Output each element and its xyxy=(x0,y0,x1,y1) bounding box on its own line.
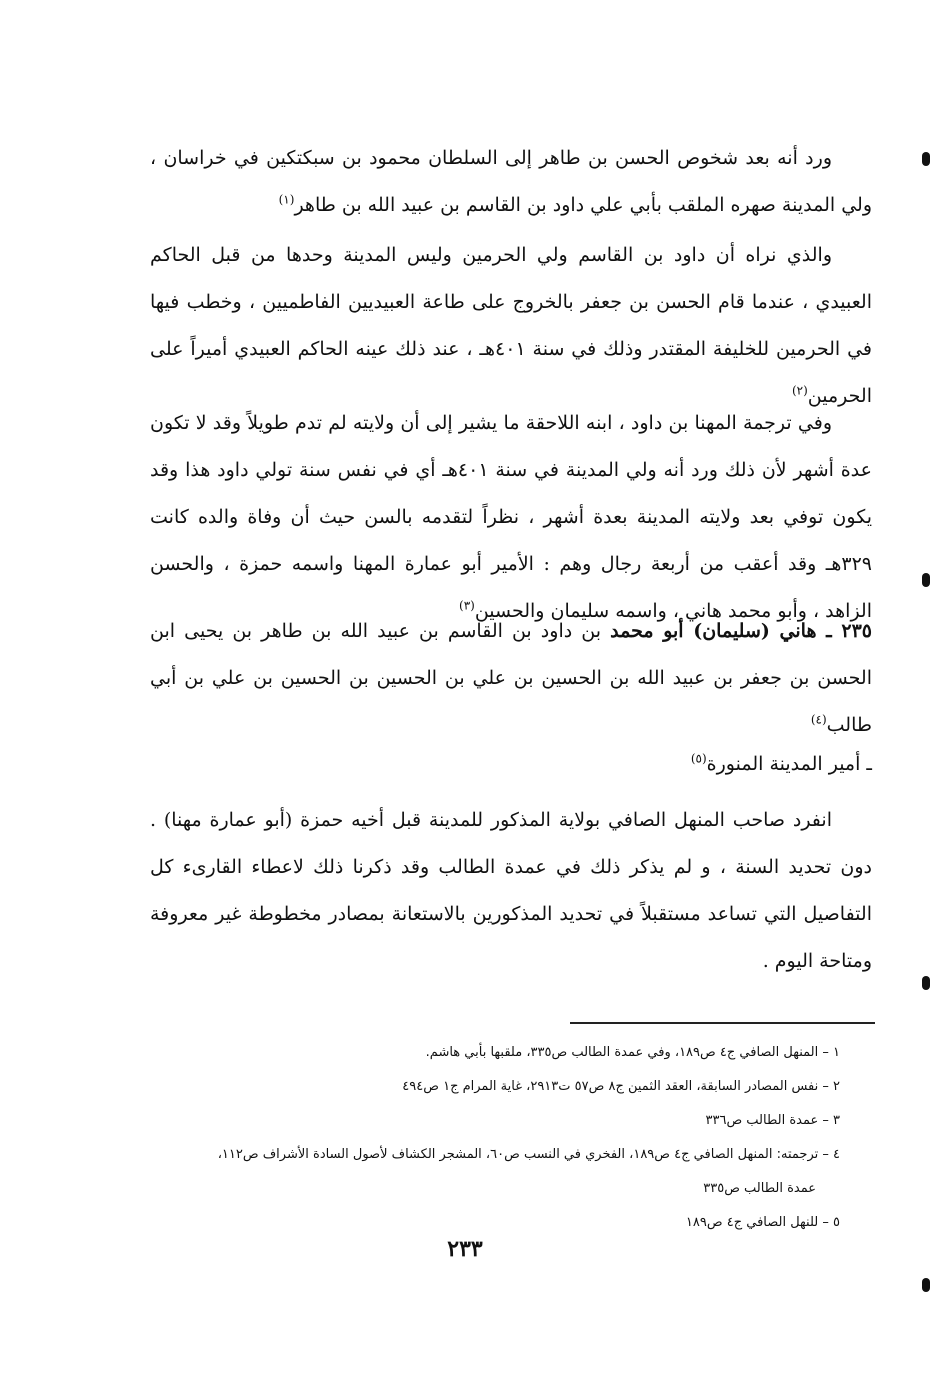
footnote-5: ٥ – للنهل الصافي ج٤ ص١٨٩ xyxy=(685,1215,840,1230)
footnote-ref-5: (٥) xyxy=(690,751,707,766)
footnote-4-continued: عمدة الطالب ص٣٣٥ xyxy=(703,1181,816,1196)
entry-title-line xyxy=(150,741,872,788)
footnote-ref-1: (١) xyxy=(278,192,295,207)
entry-title-text: ـ أمير المدينة المنورة xyxy=(706,753,872,775)
footnote-1: ١ – المنهل الصافي ج٤ ص١٨٩، وفي عمدة الطالب ص٣٣٥، ملقبها بأبي هاشم. xyxy=(425,1045,840,1060)
footnote-ref-2: (٢) xyxy=(791,383,808,398)
entry-heading: ٢٣٥ ـ هاني (سليمان) أبو محمد xyxy=(610,620,872,642)
footnote-divider xyxy=(570,1022,875,1024)
footnote-ref-3: (٣) xyxy=(459,598,475,613)
footnote-ref-4: (٤) xyxy=(810,712,827,727)
entry-lineage-text: بن داود بن القاسم بن عبيد الله بن طاهر بن يحيى ابن الحسن بن جعفر بن عبيد الله بن الحسين بن علي بن الحسين بن الحسين بن علي بن أبي طالب xyxy=(150,620,872,736)
footnote-3: ٣ – عمدة الطالب ص٣٣٦ xyxy=(705,1113,840,1128)
entry-235 xyxy=(150,608,872,749)
paragraph-6 xyxy=(150,797,872,985)
footnote-2: ٢ – نفس المصادر السابقة، العقد الثمين ج٨ ص٥٧ ت٢٩١٣، غاية المرام ج١ ص٤٩٤ xyxy=(402,1079,840,1094)
footnotes xyxy=(150,1036,840,1240)
footnote-4: ٤ – ترجمته: المنهل الصافي ج٤ ص١٨٩، الفخري في النسب ص٦٠، المشجر الكشاف لأصول السادة الأشراف ص١١٢، xyxy=(217,1147,840,1162)
paragraph-6-text: انفرد صاحب المنهل الصافي بولاية المذكور للمدينة قبل أخيه حمزة (أبو عمارة مهنا) . دون تحديد السنة ، و لم يذكر ذلك في عمدة الطالب وقد ذكرنا ذلك لاعطاء القارىء كل التفاصيل التي تساعد مستقبلاً في تحديد المذكورين بالاستعانة بمصادر مخطوطة غير معروفة ومتاحة اليوم . xyxy=(150,809,872,972)
paragraph-1 xyxy=(150,135,872,229)
paragraph-3 xyxy=(150,400,872,635)
page-number: ٢٣٣ xyxy=(447,1236,483,1262)
margin-mark xyxy=(922,573,930,587)
margin-mark xyxy=(922,1278,930,1292)
paragraph-2-text: والذي نراه أن داود بن القاسم ولي الحرمين وليس المدينة وحدها من قبل الحاكم العبيدي ، عندما قام الحسن بن جعفر بالخروج على طاعة العبيديين الفاطميين ، وخطب فيها في الحرمين للخليفة المقتدر وذلك في سنة ٤٠١هـ ، عند ذلك عينه الحاكم العبيدي أميراً على الحرمين xyxy=(150,244,873,407)
paragraph-2 xyxy=(150,232,872,420)
margin-mark xyxy=(922,976,930,990)
paragraph-3-text: وفي ترجمة المهنا بن داود ، ابنه اللاحقة ما يشير إلى أن ولايته لم تدم طويلاً وقد لا تكون عدة أشهر لأن ذلك ورد أنه ولي المدينة في سنة ٤٠١هـ أي في نفس سنة تولي داود هذا وقد يكون توفي بعد ولايته المدينة بعدة أشهر ، نظراً لتقدمه بالسن حيث أن وفاة والده كانت ٣٢٩هـ وقد أعقب من أربعة رجال وهم : الأمير أبو عمارة المهنا واسمه حمزة ، والحسن الزاهد ، وأبو محمد هاني ، واسمه سليمان والحسين xyxy=(150,412,872,622)
paragraph-1-text: ورد أنه بعد شخوص الحسن بن طاهر إلى السلطان محمود بن سبكتكين في خراسان ، ولي المدينة صهره الملقب بأبي علي داود بن القاسم بن عبيد الله بن طاهر xyxy=(150,147,872,216)
margin-mark xyxy=(922,152,930,166)
